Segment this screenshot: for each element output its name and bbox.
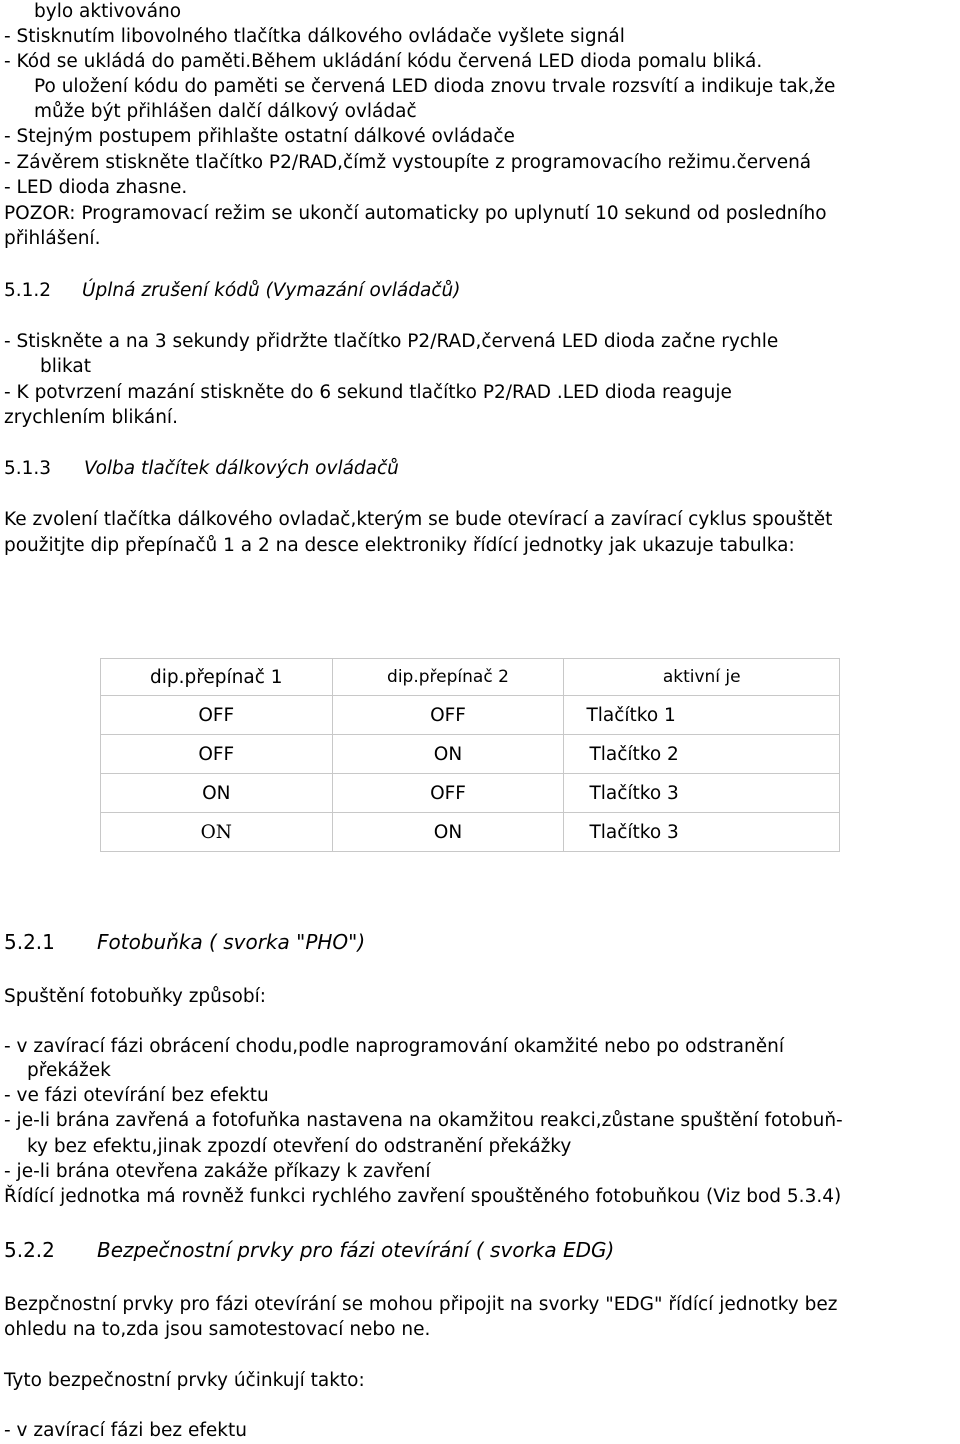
text-line: zrychlením blikání. bbox=[4, 407, 178, 428]
table-header-cell: aktivní je bbox=[564, 659, 840, 696]
table-row bbox=[101, 696, 840, 735]
list-item: - Stisknutím libovolného tlačítka dálkového ovládače vyšlete signál bbox=[4, 26, 625, 47]
section-number: 5.1.3 bbox=[4, 458, 52, 479]
list-item: - Stiskněte a na 3 sekundy přidržte tlačítko P2/RAD,červená LED dioda začne rychle bbox=[4, 331, 779, 352]
paragraph-line: Ke zvolení tlačítka dálkového ovladač,kterým se bude otevírací a zavírací cyklus spouštět bbox=[4, 509, 833, 530]
table-cell: OFF bbox=[332, 696, 564, 735]
table-cell: Tlačítko 1 bbox=[564, 696, 840, 735]
list-item: - ve fázi otevírání bez efektu bbox=[4, 1085, 269, 1106]
paragraph-line: Bezpčnostní prvky pro fázi otevírání se mohou připojit na svorky "EDG" řídící jednotky bez bbox=[4, 1294, 838, 1315]
text-line: Po uložení kódu do paměti se červená LED dioda znovu trvale rozsvítí a indikuje tak,že bbox=[34, 76, 836, 97]
list-item: - LED dioda zhasne. bbox=[4, 177, 188, 198]
table-row bbox=[101, 735, 840, 774]
table-cell: ON bbox=[332, 735, 564, 774]
list-item: - K potvrzení mazání stiskněte do 6 sekund tlačítko P2/RAD .LED dioda reaguje bbox=[4, 382, 732, 403]
list-item: - Stejným postupem přihlašte ostatní dálkové ovládače bbox=[4, 126, 515, 147]
table-header-row bbox=[101, 659, 840, 696]
warning-text-continued: přihlášení. bbox=[4, 228, 101, 249]
table-row bbox=[101, 813, 840, 852]
table-row bbox=[101, 774, 840, 813]
table-cell: OFF bbox=[101, 735, 333, 774]
section-title: Bezpečnostní prvky pro fázi otevírání ( svorka EDG) bbox=[97, 1238, 615, 1262]
table-cell: Tlačítko 3 bbox=[564, 774, 840, 813]
list-item: - je-li brána otevřena zakáže příkazy k zavření bbox=[4, 1161, 431, 1182]
list-item: - Kód se ukládá do paměti.Během ukládání kódu červená LED dioda pomalu bliká. bbox=[4, 51, 763, 72]
table-cell: OFF bbox=[101, 696, 333, 735]
table-header-cell: dip.přepínač 2 bbox=[332, 659, 564, 696]
dip-switch-table bbox=[100, 658, 840, 852]
text-line: bylo aktivováno bbox=[34, 1, 182, 22]
section-title: Úplná zrušení kódů (Vymazání ovládačů) bbox=[82, 280, 461, 301]
table-cell: ON bbox=[332, 813, 564, 852]
section-number: 5.2.1 bbox=[4, 930, 55, 954]
list-item: - je-li brána zavřená a fotofuňka nastavena na okamžitou reakci,zůstane spuštění fotobuň- bbox=[4, 1110, 843, 1131]
text-line: může být přihlášen dalčí dálkový ovládač bbox=[34, 101, 417, 122]
table-cell: ON bbox=[101, 774, 333, 813]
section-title: Fotobuňka ( svorka "PHO") bbox=[97, 930, 366, 954]
paragraph-line: ohledu na to,zda jsou samotestovací nebo ne. bbox=[4, 1319, 431, 1340]
text-line: Tyto bezpečnostní prvky účinkují takto: bbox=[4, 1370, 365, 1391]
text-line: překážek bbox=[27, 1060, 111, 1081]
text-line: ky bez efektu,jinak zpozdí otevření do odstranění překážky bbox=[27, 1136, 572, 1157]
table-cell: Tlačítko 3 bbox=[564, 813, 840, 852]
section-number: 5.2.2 bbox=[4, 1238, 55, 1262]
list-item: - v zavírací fázi obrácení chodu,podle naprogramování okamžité nebo po odstranění bbox=[4, 1036, 784, 1057]
table-cell: OFF bbox=[332, 774, 564, 813]
text-line: Spuštění fotobuňky způsobí: bbox=[4, 986, 266, 1007]
text-line: blikat bbox=[40, 356, 92, 377]
table-cell: ON bbox=[101, 813, 333, 852]
section-number: 5.1.2 bbox=[4, 280, 52, 301]
warning-text: POZOR: Programovací režim se ukončí automaticky po uplynutí 10 sekund od posledního bbox=[4, 203, 827, 224]
table-cell: Tlačítko 2 bbox=[564, 735, 840, 774]
list-item: - Závěrem stiskněte tlačítko P2/RAD,čímž vystoupíte z programovacího režimu.červená bbox=[4, 152, 812, 173]
text-line: Řídící jednotka má rovněž funkci rychlého zavření spouštěného fotobuňkou (Viz bod 5.3.4) bbox=[4, 1186, 842, 1207]
list-item: - v zavírací fázi bez efektu bbox=[4, 1420, 247, 1441]
table-header-cell: dip.přepínač 1 bbox=[101, 659, 333, 696]
paragraph-line: použitjte dip přepínačů 1 a 2 na desce elektroniky řídící jednotky jak ukazuje tabulka: bbox=[4, 535, 795, 556]
section-title: Volba tlačítek dálkových ovládačů bbox=[84, 458, 399, 479]
